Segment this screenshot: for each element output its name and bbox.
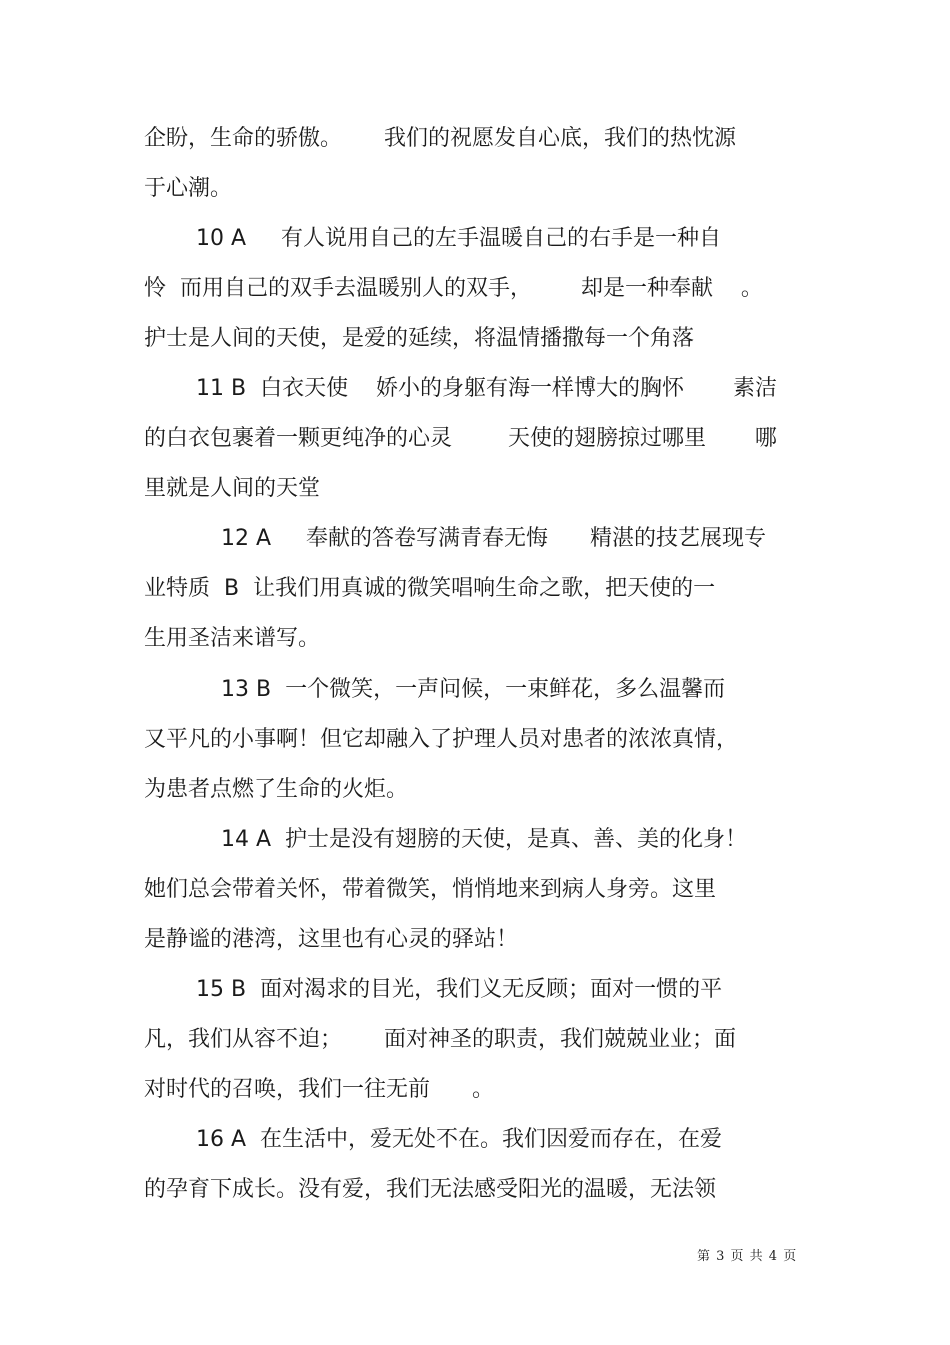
text-line-14: 为患者点燃了生命的火炬。	[144, 777, 409, 802]
text-line-11: 生用圣洁来谱写。	[144, 626, 321, 651]
text-line-4: 怜 而用自己的双手去温暖别人的双手， 却是一种奉献 。	[144, 276, 763, 301]
text-line-7: 的白衣包裹着一颗更纯净的心灵 天使的翅膀掠过哪里 哪	[144, 426, 777, 451]
text-line-10: 业特质 B 让我们用真诚的微笑唱响生命之歌，把天使的一	[144, 576, 716, 601]
text-line-17: 是静谧的港湾，这里也有心灵的驿站！	[144, 927, 519, 952]
text-line-9: 12 A 奉献的答卷写满青春无悔 精湛的技艺展现专	[221, 526, 766, 551]
text-line-12: 13 B 一个微笑，一声问候，一束鲜花，多么温馨而	[221, 677, 726, 702]
text-line-15: 14 A 护士是没有翅膀的天使，是真、善、美的化身！	[221, 827, 748, 852]
text-line-22: 的孕育下成长。没有爱，我们无法感受阳光的温暖，无法领	[144, 1177, 717, 1202]
text-line-19: 凡，我们从容不迫； 面对神圣的职责，我们兢兢业业；面	[144, 1027, 736, 1052]
text-line-1: 企盼，生命的骄傲。 我们的祝愿发自心底，我们的热忱源	[144, 126, 736, 151]
text-line-3: 10 A 有人说用自己的左手温暖自己的右手是一种自	[196, 226, 722, 251]
text-line-13: 又平凡的小事啊！但它却融入了护理人员对患者的浓浓真情，	[144, 727, 739, 752]
text-line-2: 于心潮。	[144, 176, 233, 201]
text-line-16: 她们总会带着关怀，带着微笑，悄悄地来到病人身旁。这里	[144, 877, 717, 902]
page-number-footer: 第 3 页 共 4 页	[697, 1249, 798, 1264]
text-line-6: 11 B 白衣天使 娇小的身躯有海一样博大的胸怀 素洁	[196, 376, 777, 401]
text-line-8: 里就是人间的天堂	[144, 476, 321, 501]
text-line-20: 对时代的召唤，我们一往无前 。	[144, 1077, 494, 1102]
text-line-18: 15 B 面对渴求的目光，我们义无反顾；面对一惯的平	[196, 977, 723, 1002]
text-line-21: 16 A 在生活中，爱无处不在。我们因爱而存在，在爱	[196, 1127, 723, 1152]
text-line-5: 护士是人间的天使，是爱的延续，将温情播撒每一个角落	[144, 326, 695, 351]
